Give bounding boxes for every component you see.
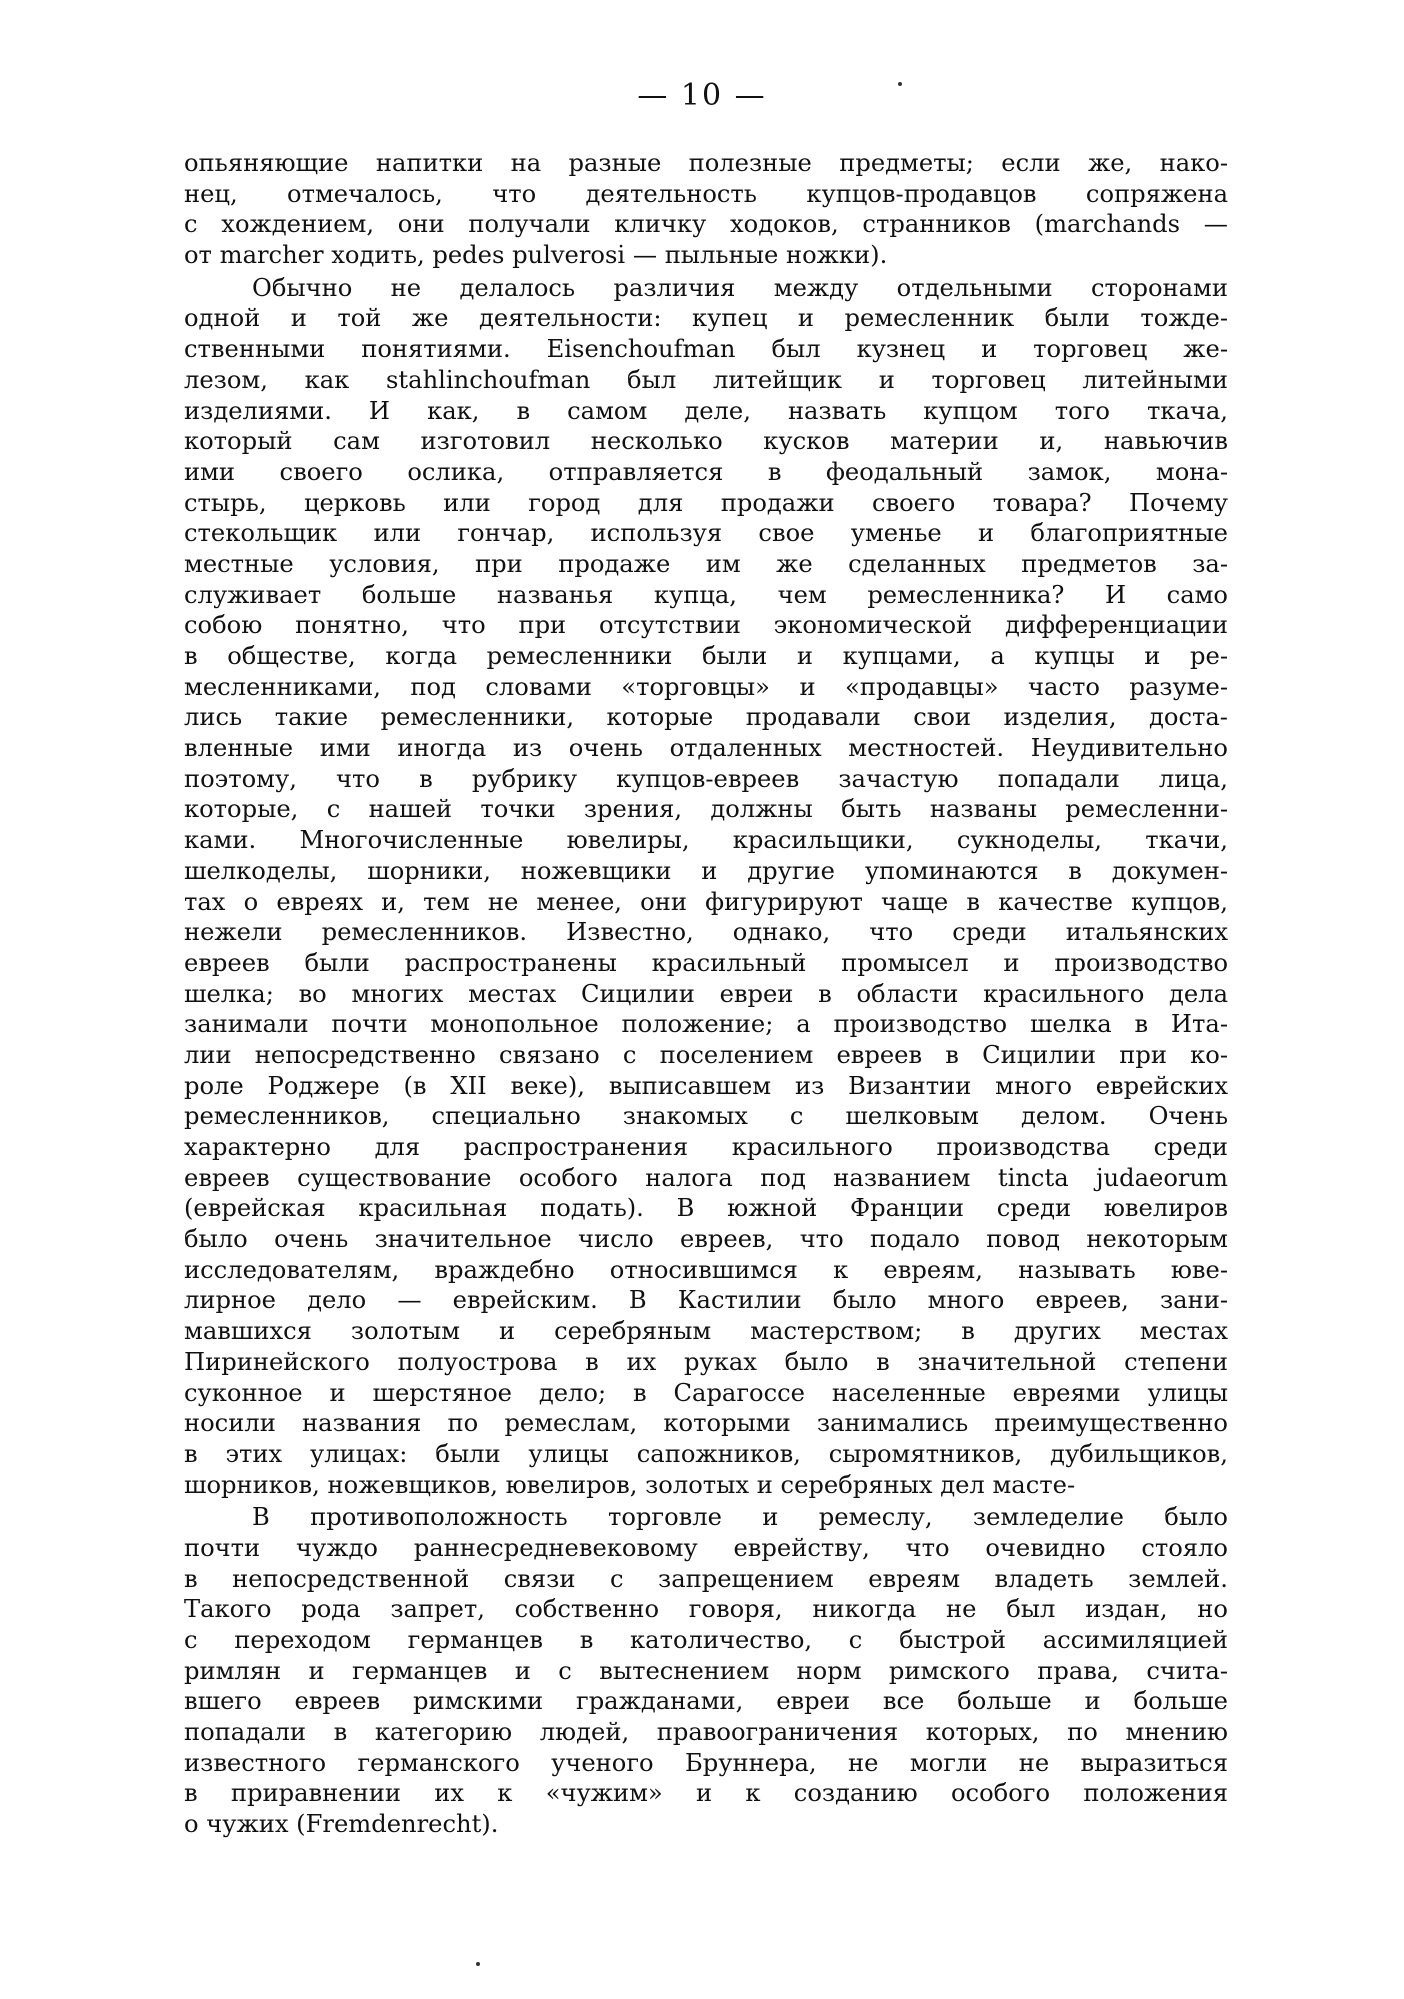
text-line: нец, отмечалось, что деятельность купцов-продавцов сопряжена (184, 179, 1228, 208)
text-line: попадали в категорию людей, правоограничения которых, по мнению (184, 1718, 1228, 1747)
text-line: стекольщик или гончар, используя свое уменье и благоприятные (184, 519, 1228, 548)
paragraph-1 (184, 148, 1228, 271)
text-line: Обычно не делалось различия между отдельными сторонами (252, 273, 1228, 302)
text-line: было очень значительное число евреев, что подало повод некоторым (184, 1225, 1228, 1254)
text-line: которые, с нашей точки зрения, должны быть названы ремесленни- (184, 795, 1228, 824)
text-line: занимали почти монопольное положение; а производство шелка в Ита- (184, 1010, 1228, 1039)
text-line: шорников, ножевщиков, ювелиров, золотых и серебряных дел масте- (184, 1470, 1076, 1499)
text-line: который сам изготовил несколько кусков материи и, навьючив (184, 427, 1228, 456)
text-line: нежели ремесленников. Известно, однако, что среди итальянских (184, 918, 1228, 947)
text-line: в этих улицах: были улицы сапожников, сыромятников, дубильщиков, (184, 1439, 1228, 1468)
text-line: известного германского ученого Бруннера, не могли не выразиться (184, 1748, 1228, 1777)
text-line: лезом, как stahlinchoufman был литейщик и торговец литейными (184, 365, 1228, 394)
page-number: — 10 — (637, 78, 767, 113)
text-line: римлян и германцев и с вытеснением норм римского права, счита- (184, 1656, 1228, 1685)
text-line: ственными понятиями. Eisenchoufman был кузнец и торговец же- (184, 335, 1228, 364)
text-line: почти чуждо раннесредневековому еврейству, что очевидно стояло (184, 1533, 1228, 1562)
text-line: тах о евреях и, тем не менее, они фигурируют чаще в качестве купцов, (184, 887, 1228, 916)
text-line: мавшихся золотым и серебряным мастерством; в других местах (184, 1317, 1228, 1346)
text-line: вленные ими иногда из очень отдаленных местностей. Неудивительно (184, 734, 1228, 763)
text-line: шелка; во многих местах Сицилии евреи в области красильного дела (184, 979, 1228, 1008)
text-line: в непосредственной связи с запрещением евреям владеть землей. (184, 1564, 1228, 1593)
text-line: служивает больше названья купца, чем ремесленника? И само (184, 580, 1228, 609)
text-line: с хождением, они получали кличку ходоков, странников (marchands — (184, 210, 1228, 239)
body-text (184, 148, 1228, 1842)
text-line: лирное дело — еврейским. В Кастилии было много евреев, зани- (184, 1286, 1228, 1315)
text-line: (еврейская красильная подать). В южной Франции среди ювелиров (184, 1194, 1228, 1223)
text-line: характерно для распространения красильного производства среди (184, 1133, 1228, 1161)
text-line: лись такие ремесленники, которые продавали свои изделия, доста- (184, 703, 1228, 732)
text-line: собою понятно, что при отсутствии экономической дифференциации (184, 611, 1228, 640)
text-line: изделиями. И как, в самом деле, назвать купцом того ткача, (184, 396, 1228, 425)
text-line: о чужих (Fremdenrecht). (184, 1810, 499, 1839)
text-line: в приравнении их к «чужим» и к созданию особого положения (184, 1779, 1228, 1808)
paragraph-2 (184, 273, 1228, 1501)
text-line: месленниками, под словами «торговцы» и «продавцы» часто разуме- (184, 672, 1228, 701)
text-line: от marcher ходить, pedes pulverosi — пыльные ножки). (184, 241, 888, 270)
scan-speck (898, 82, 902, 86)
text-line: с переходом германцев в католичество, с быстрой ассимиляцией (184, 1626, 1228, 1654)
scan-speck (476, 1962, 480, 1966)
text-line: в обществе, когда ремесленники были и купцами, а купцы и ре- (184, 642, 1228, 670)
text-line: роле Роджере (в XII веке), выписавшем из Византии много еврейских (184, 1071, 1228, 1100)
text-line: одной и той же деятельности: купец и ремесленник были тожде- (184, 304, 1228, 333)
text-line: В противоположность торговле и ремеслу, земледелие было (252, 1503, 1228, 1532)
text-line: вшего евреев римскими гражданами, евреи все больше и больше (184, 1687, 1228, 1716)
text-line: евреев были распространены красильный промысел и производство (184, 948, 1228, 977)
text-line: шелкоделы, шорники, ножевщики и другие упоминаются в докумен- (184, 856, 1228, 885)
text-line: поэтому, что в рубрику купцов-евреев зачастую попадали лица, (184, 764, 1228, 793)
text-line: опьяняющие напитки на разные полезные предметы; если же, нако- (184, 149, 1228, 177)
text-line: стырь, церковь или город для продажи своего товара? Почему (184, 488, 1228, 517)
text-line: евреев существование особого налога под названием tincta judaeorum (184, 1163, 1228, 1192)
text-line: Такого рода запрет, собственно говоря, никогда не был издан, но (184, 1595, 1228, 1624)
paragraph-3 (184, 1502, 1228, 1840)
text-line: носили названия по ремеслам, которыми занимались преимущественно (184, 1409, 1228, 1438)
text-line: лии непосредственно связано с поселением евреев в Сицилии при ко- (184, 1040, 1228, 1069)
text-line: ками. Многочисленные ювелиры, красильщики, сукноделы, ткачи, (184, 826, 1228, 855)
text-line: ремесленников, специально знакомых с шелковым делом. Очень (184, 1102, 1228, 1131)
text-line: исследователям, враждебно относившимся к евреям, называть юве- (184, 1255, 1228, 1284)
text-line: ими своего ослика, отправляется в феодальный замок, мона- (184, 457, 1228, 486)
text-line: суконное и шерстяное дело; в Сарагоссе населенные евреями улицы (184, 1378, 1228, 1407)
text-line: местные условия, при продаже им же сделанных предметов за- (184, 549, 1228, 578)
text-line: Пиринейского полуострова в их руках было в значительной степени (184, 1347, 1228, 1376)
